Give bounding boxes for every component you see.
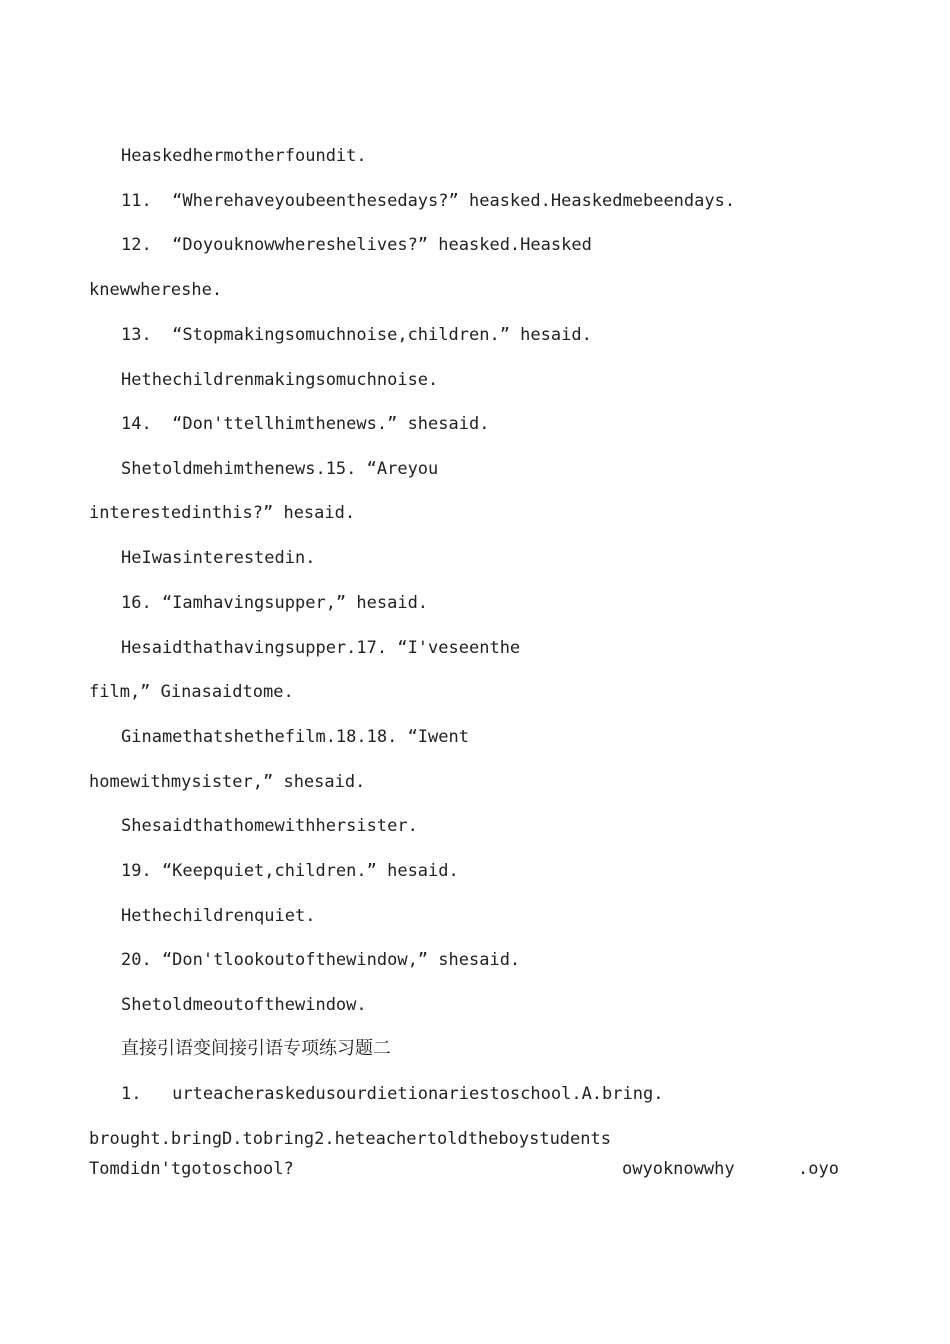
text-line: brought.bringD.tobring2.heteachertoldtheboystudents — [89, 1129, 611, 1149]
text-line: Hethechildrenquiet. — [121, 906, 316, 926]
text-line: Tomdidn'tgotoschool? — [89, 1159, 294, 1179]
text-line: 1. urteacheraskedusourdietionariestoschool.A.bring. — [121, 1084, 664, 1104]
text-line: 20. “Don'tlookoutofthewindow,” shesaid. — [121, 950, 521, 970]
text-line: 13. “Stopmakingsomuchnoise,children.” hesaid. — [121, 325, 592, 345]
text-line: Shetoldmehimthenews.15. “Areyou — [121, 459, 439, 479]
text-line: Shetoldmeoutofthewindow. — [121, 995, 367, 1015]
text-line: Heaskedhermotherfoundit. — [121, 146, 367, 166]
text-line: 11. “Wherehaveyoubeenthesedays?” heasked.Heaskedmebeendays. — [121, 191, 736, 211]
text-line: Ginamethatshethefilm.18.18. “Iwent — [121, 727, 469, 747]
text-line: 16. “Iamhavingsupper,” hesaid. — [121, 593, 429, 613]
text-line: Shesaidthathomewithhersister. — [121, 816, 418, 836]
text-line: homewithmysister,” shesaid. — [89, 772, 366, 792]
text-line: film,” Ginasaidtome. — [89, 682, 294, 702]
text-line: Hethechildrenmakingsomuchnoise. — [121, 370, 439, 390]
text-line: knewwhereshe. — [89, 280, 223, 300]
text-line: HeIwasinterestedin. — [121, 548, 316, 568]
text-line: 19. “Keepquiet,children.” hesaid. — [121, 861, 459, 881]
text-line: Hesaidthathavingsupper.17. “I'veseenthe — [121, 638, 521, 658]
text-line: interestedinthis?” hesaid. — [89, 503, 356, 523]
text-line: 12. “Doyouknowwhereshelives?” heasked.Heasked — [121, 235, 592, 255]
section-heading: 直接引语变间接引语专项练习题二 — [121, 1038, 391, 1059]
text-line: 14. “Don'ttellhimthenews.” shesaid. — [121, 414, 490, 434]
text-fragment: .oyo — [798, 1159, 839, 1179]
text-fragment: owyoknowwhy — [622, 1159, 735, 1179]
